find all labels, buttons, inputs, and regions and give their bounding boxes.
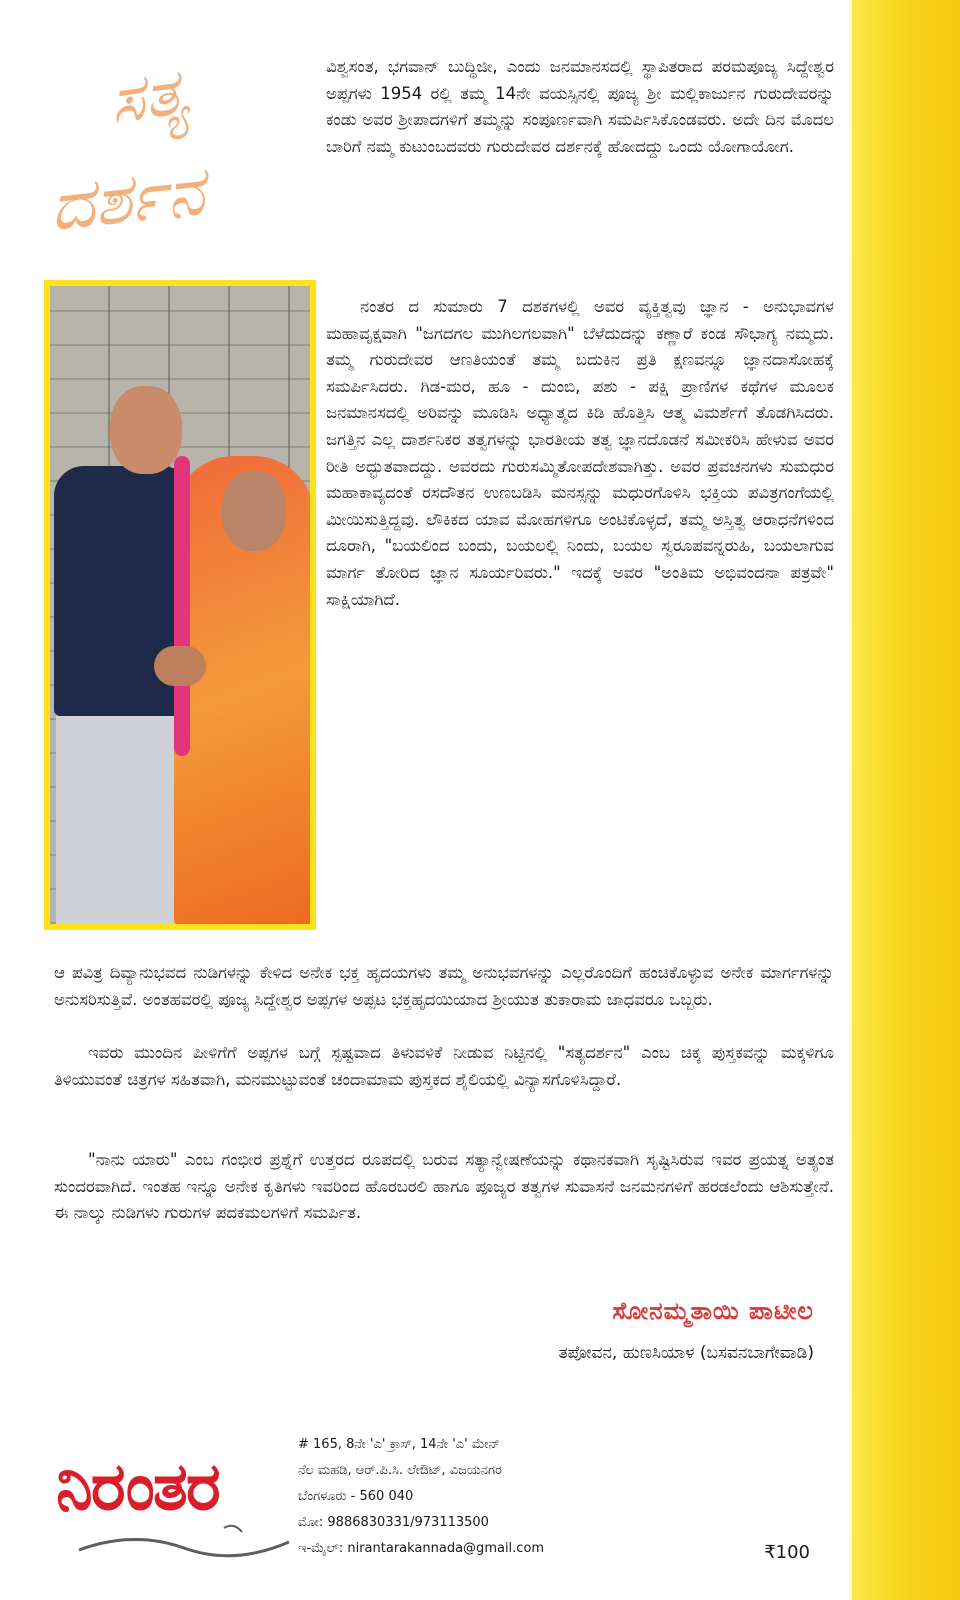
man-figure-head — [110, 386, 182, 474]
paragraph-5: "ನಾನು ಯಾರು" ಎಂಬ ಗಂಭೀರ ಪ್ರಶ್ನೆಗೆ ಉತ್ತರದ ರೂಪದಲ್ಲಿ ಬರುವ ಸತ್ಯಾನ್ವೇಷಣೆಯನ್ನು ಕಥಾನಕವಾಗಿ ಸೃಷ್ಟಿಸಿರುವ ಇವರ ಪ್ರಯತ್ನ ಅತ್ಯಂತ ಸುಂದರವಾಗಿದೆ. ಇಂತಹ ಇನ್ನೂ ಅನೇಕ ಕೃತಿಗಳು ಇವರಿಂದ ಹೊರಬರಲಿ ಹಾಗೂ ಪೂಜ್ಯರ ತತ್ವಗಳ ಸುವಾಸನೆ ಜನಮನಗಳಿಗೆ ಹರಡಲೆಂದು ಆಶಿಸುತ್ತೇನೆ. ಈ ನಾಲ್ಕು ನುಡಿಗಳು ಗುರುಗಳ ಪದಕಮಲಗಳಿಗೆ ಸಮರ್ಪಿತ. — [54, 1150, 834, 1223]
phone-line: ಮೋ: 9886830331/973113500 — [298, 1515, 489, 1530]
address-line: ನೆಲ ಮಹಡಿ, ಆರ್.ಪಿ.ಸಿ. ಲೇಔಟ್, ವಿಜಯನಗರ — [298, 1463, 502, 1478]
paragraph-3: ಆ ಪವಿತ್ರ ದಿವ್ಯಾನುಭವದ ನುಡಿಗಳನ್ನು ಕೇಳಿದ ಅನೇಕ ಭಕ್ತ ಹೃದಯಗಳು ತಮ್ಮ ಅನುಭವಗಳನ್ನು ಎಲ್ಲರೊಂದಿಗೆ ಹಂಚಿಕೊಳ್ಳುವ ಅನೇಕ ಮಾರ್ಗಗಳನ್ನು ಅನುಸರಿಸುತ್ತಿವೆ. ಅಂತಹವರಲ್ಲಿ ಪೂಜ್ಯ ಸಿದ್ದೇಶ್ವರ ಅಪ್ಪಗಳ ಅಪ್ಪಟ ಭಕ್ತಹೃದಯಿಯಾದ ಶ್ರೀಯುತ ತುಕಾರಾಮ ಜಾಧವರೂ ಒಬ್ಬರು. — [54, 963, 834, 1009]
yellow-spine — [852, 0, 960, 1600]
title-line-1: ಸತ್ಯ — [105, 55, 192, 139]
title-calligraphy — [40, 40, 310, 270]
man-figure-legs — [56, 706, 176, 924]
address-line: # 165, 8ನೇ 'ಎ' ಕ್ರಾಸ್, 14ನೇ 'ಎ' ಮೇನ್ — [298, 1437, 500, 1452]
photo-frame — [44, 280, 316, 930]
paragraph-4: ಇವರು ಮುಂದಿನ ಪೀಳಿಗೆಗೆ ಅಪ್ಪಗಳ ಬಗ್ಗೆ ಸ್ಪಷ್ಟವಾದ ತಿಳುವಳಿಕೆ ನೀಡುವ ನಿಟ್ಟಿನಲ್ಲಿ "ಸತ್ಯದರ್ಶನ" ಎಂಬ ಚಿಕ್ಕ ಪುಸ್ತಕವನ್ನು ಮಕ್ಕಳಿಗೂ ತಿಳಿಯುವಂತೆ ಚಿತ್ರಗಳ ಸಹಿತವಾಗಿ, ಮನಮುಟ್ಟುವಂತೆ ಚಂದಾಮಾಮ ಪುಸ್ತಕದ ಶೈಲಿಯಲ್ಲಿ ವಿನ್ಯಾಸಗೊಳಿಸಿದ್ದಾರೆ. — [54, 1043, 834, 1089]
title-line-2: ದರ್ಶನ — [46, 152, 208, 247]
author-place: ತಪೋವನ, ಹುಣಸಿಯಾಳ (ಬಸವನಬಾಗೇವಾಡಿ) — [558, 1343, 814, 1363]
author-photo — [50, 286, 310, 924]
logo-text: ನಿರಂತರ — [56, 1448, 219, 1525]
publisher-logo — [54, 1420, 294, 1570]
handshake — [154, 646, 206, 686]
author-name: ಸೋನಮ್ಮತಾಯಿ ಪಾಟೀಲ — [612, 1297, 814, 1325]
email-line: ಇ-ಮೈಲ್: nirantarakannada@gmail.com — [298, 1541, 545, 1556]
price: ₹100 — [764, 1542, 810, 1563]
woman-saree-border — [174, 456, 190, 756]
brush-stroke-icon — [74, 1520, 294, 1570]
address-line: ಬೆಂಗಳೂರು - 560 040 — [298, 1489, 414, 1504]
publisher-address — [298, 1432, 718, 1562]
paragraph-1: ವಿಶ್ವಸಂತ, ಭಗವಾನ್ ಬುದ್ಧಿಜೀ, ಎಂದು ಜನಮಾನಸದಲ್ಲಿ ಸ್ಥಾಪಿತರಾದ ಪರಮಪೂಜ್ಯ ಸಿದ್ದೇಶ್ವರ ಅಪ್ಪಗಳು 1954 ರಲ್ಲಿ ತಮ್ಮ 14ನೇ ವಯಸ್ಸಿನಲ್ಲಿ ಪೂಜ್ಯ ಶ್ರೀ ಮಲ್ಲಿಕಾರ್ಜುನ ಗುರುದೇವರನ್ನು ಕಂಡು ಅವರ ಶ್ರೀಪಾದಗಳಿಗೆ ತಮ್ಮನ್ನು ಸಂಪೂರ್ಣವಾಗಿ ಸಮರ್ಪಿಸಿಕೊಂಡವರು. ಅದೇ ದಿನ ಮೊದಲ ಬಾರಿಗೆ ನಮ್ಮ ಕುಟುಂಬದವರು ಗುರುದೇವರ ದರ್ಶನಕ್ಕೆ ಹೋದದ್ದು ಒಂದು ಯೋಗಾಯೋಗ. — [326, 57, 834, 156]
paragraph-2: ನಂತರ ದ ಸುಮಾರು 7 ದಶಕಗಳಲ್ಲಿ ಅವರ ವ್ಯಕ್ತಿತ್ವವು ಜ್ಞಾನ - ಅನುಭಾವಗಳ ಮಹಾವೃಕ್ಷವಾಗಿ "ಜಗದಗಲ ಮುಗಿಲಗಲವಾಗಿ" ಬೆಳೆದುದನ್ನು ಕಣ್ಣಾರೆ ಕಂಡ ಸೌಭಾಗ್ಯ ನಮ್ಮದು. ತಮ್ಮ ಗುರುದೇವರ ಆಣತಿಯಂತೆ ತಮ್ಮ ಬದುಕಿನ ಪ್ರತಿ ಕ್ಷಣವನ್ನೂ ಜ್ಞಾನದಾಸೋಹಕ್ಕೆ ಸಮರ್ಪಿಸಿದರು. ಗಿಡ-ಮರ, ಹೂ - ದುಂಬಿ, ಪಶು - ಪಕ್ಷಿ ಪ್ರಾಣಿಗಳ ಕಥೆಗಳ ಮೂಲಕ ಜನಮಾನಸದಲ್ಲಿ ಅರಿವನ್ನು ಮೂಡಿಸಿ ಅಧ್ಯಾತ್ಮದ ಕಿಡಿ ಹೊತ್ತಿಸಿ ಆತ್ಮ ವಿಮರ್ಶೆಗೆ ತೊಡಗಿಸಿದರು. ಜಗತ್ತಿನ ಎಲ್ಲ ದಾರ್ಶನಿಕರ ತತ್ವಗಳನ್ನು ಭಾರತೀಯ ತತ್ವ ಜ್ಞಾನದೊಡನೆ ಸಮೀಕರಿಸಿ ಹೇಳುವ ಅವರ ರೀತಿ ಅದ್ಭುತವಾದದ್ದು. ಅವರದು ಗುರುಸಮ್ಮಿತೋಪದೇಶವಾಗಿತ್ತು. ಅವರ ಪ್ರವಚನಗಳು ಸುಮಧುರ ಮಹಾಕಾವ್ಯದಂತೆ ರಸದೌತನ ಉಣಬಡಿಸಿ ಮನಸ್ಸನ್ನು ಮಧುರಗೊಳಿಸಿ ಭಕ್ತಿಯ ಪವಿತ್ರಗಂಗೆಯಲ್ಲಿ ಮೀಯಿಸುತ್ತಿದ್ದವು. ಲೌಕಿಕದ ಯಾವ ಮೋಹಗಳಿಗೂ ಅಂಟಿಕೊಳ್ಳದೆ, ತಮ್ಮ ಅಸ್ತಿತ್ವ ಆರಾಧನೆಗಳಿಂದ ದೂರಾಗಿ, "ಬಯಲಿಂದ ಬಂದು, ಬಯಲಲ್ಲಿ ನಿಂದು, ಬಯಲ ಸ್ವರೂಪವನ್ನರುಹಿ, ಬಯಲಾಗುವ ಮಾರ್ಗ ತೋರಿದ ಜ್ಞಾನ ಸೂರ್ಯರಿವರು." ಇದಕ್ಕೆ ಅವರ "ಅಂತಿಮ ಅಭಿವಂದನಾ ಪತ್ರವೇ" ಸಾಕ್ಷಿಯಾಗಿದೆ. — [326, 297, 834, 609]
woman-figure-head — [222, 471, 286, 551]
